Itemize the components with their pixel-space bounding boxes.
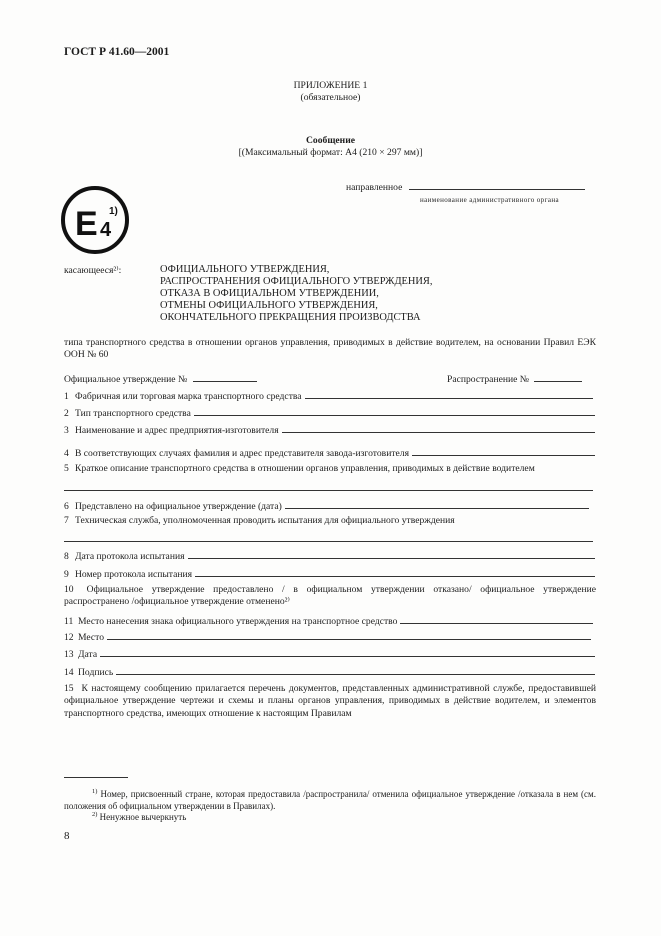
field-line	[285, 499, 589, 509]
form-field-13	[64, 647, 595, 661]
form-field-11	[64, 614, 593, 628]
field-line	[305, 389, 593, 399]
approval-number-row	[64, 372, 257, 386]
page-number: 8	[64, 830, 70, 842]
field-label: В соответствующих случаях фамилия и адрес представителя завода-изготовителя	[75, 448, 409, 459]
field-label: Тип транспортного средства	[75, 408, 191, 419]
document-code: ГОСТ Р 41.60—2001	[64, 46, 170, 58]
field-number: 15	[64, 683, 74, 694]
emblem-number: 4	[100, 219, 112, 241]
concerning-label: касающееся²⁾:	[64, 265, 122, 276]
field-number: 13	[64, 649, 74, 660]
concerning-item: ОФИЦИАЛЬНОГО УТВЕРЖДЕНИЯ,	[160, 264, 330, 275]
field-line	[412, 446, 595, 456]
field-label: Краткое описание транспортного средства в отношении органов управления, приводимых в действие водителем	[75, 463, 535, 474]
field-line	[195, 567, 595, 577]
form-field-8	[64, 549, 595, 563]
field-number: 6	[64, 501, 69, 512]
field-label: Дата протокола испытания	[75, 551, 185, 562]
field-line	[194, 406, 595, 416]
form-field-15	[64, 683, 596, 720]
form-field-1	[64, 389, 593, 403]
appendix-title: ПРИЛОЖЕНИЕ 1	[293, 80, 368, 91]
form-field-12	[64, 630, 591, 644]
field-number: 7	[64, 515, 69, 526]
concerning-item: ОКОНЧАТЕЛЬНОГО ПРЕКРАЩЕНИЯ ПРОИЗВОДСТВА	[160, 312, 421, 324]
footnote-mark: 1)	[92, 788, 98, 795]
field-label: Подпись	[78, 667, 114, 678]
sent-to-line	[409, 180, 585, 190]
extension-number-label: Распространение №	[447, 374, 529, 385]
approval-number-label: Официальное утверждение №	[64, 374, 188, 385]
footnote-mark: 2)	[92, 811, 98, 818]
field-5-continuation-line	[64, 490, 593, 491]
form-field-4	[64, 446, 595, 460]
form-field-3	[64, 423, 595, 437]
concerning-item: РАСПРОСТРАНЕНИЯ ОФИЦИАЛЬНОГО УТВЕРЖДЕНИЯ,	[160, 276, 433, 288]
field-number: 12	[64, 632, 74, 643]
field-number: 3	[64, 425, 69, 436]
field-label: Номер протокола испытания	[75, 569, 193, 580]
field-label: Место нанесения знака официального утверждения на транспортное средство	[78, 616, 398, 627]
extension-number-line	[534, 372, 582, 382]
field-label: Наименование и адрес предприятия-изготовителя	[75, 425, 279, 436]
footnote-text: Номер, присвоенный стране, которая предоставила /распространила/ отменила официальное утверждение /отказала в нем (см. положения об официальном утверждении в Правилах).	[64, 789, 596, 811]
sent-to-row	[346, 180, 585, 194]
form-field-2	[64, 406, 595, 420]
form-field-9	[64, 567, 595, 581]
concerning-list	[160, 264, 432, 324]
form-field-6	[64, 499, 589, 513]
sent-to-label: направленное	[346, 182, 403, 193]
field-label: Техническая служба, уполномоченная проводить испытания для официального утверждения	[75, 515, 455, 526]
message-title: Сообщение	[306, 135, 355, 146]
footnote-separator	[64, 777, 128, 778]
field-number: 4	[64, 448, 69, 459]
field-number: 2	[64, 408, 69, 419]
approval-mark-icon	[57, 180, 137, 260]
field-number: 10	[64, 584, 74, 595]
emblem-footnote-mark: 1)	[109, 206, 118, 217]
footnote-text: Ненужное вычеркнуть	[99, 812, 187, 822]
field-number: 1	[64, 391, 69, 402]
field-label: Представлено на официальное утверждение (дата)	[75, 501, 282, 512]
field-line	[107, 630, 591, 640]
appendix-subtitle: (обязательное)	[300, 92, 361, 103]
field-label: К настоящему сообщению прилагается перечень документов, представленных административной службе, предоставившей официальное утверждение чертежи и схемы и планы органов управления, приводимых в действие водителем, и элементов транспортного средства, имеющих отношение к настоящим Правилам	[64, 683, 596, 719]
field-line	[400, 614, 593, 624]
field-number: 14	[64, 667, 74, 678]
field-line	[188, 549, 596, 559]
extension-number-row	[447, 372, 582, 386]
form-field-5	[64, 463, 601, 475]
message-format: [(Максимальный формат: А4 (210 × 297 мм)]	[238, 147, 423, 158]
field-7-continuation-line	[64, 541, 593, 542]
concerning-item: ОТМЕНЫ ОФИЦИАЛЬНОГО УТВЕРЖДЕНИЯ,	[160, 300, 378, 312]
form-field-10	[64, 584, 596, 608]
field-label: Официальное утверждение предоставлено / в официальном утверждении отказано/ официальное утверждение распространено /официальное утверждение отменено²⁾	[64, 584, 596, 607]
field-line	[100, 647, 595, 657]
field-line	[116, 665, 595, 675]
field-number: 5	[64, 463, 69, 474]
sent-to-caption: наименование административного органа	[420, 196, 559, 204]
concerning-item: ОТКАЗА В ОФИЦИАЛЬНОМ УТВЕРЖДЕНИИ,	[160, 288, 379, 300]
approval-number-line	[193, 372, 257, 382]
field-label: Дата	[78, 649, 98, 660]
field-number: 9	[64, 569, 69, 580]
footnote-2	[92, 809, 186, 824]
field-number: 8	[64, 551, 69, 562]
field-number: 11	[64, 616, 74, 627]
intro-text: типа транспортного средства в отношении органов управления, приводимых в действие водителем, на основании Правил ЕЭК ООН № 60	[64, 337, 596, 360]
emblem-letter: E	[75, 205, 98, 243]
field-label: Место	[78, 632, 105, 643]
form-field-14	[64, 665, 595, 679]
field-label: Фабричная или торговая марка транспортного средства	[75, 391, 302, 402]
field-line	[282, 423, 595, 433]
form-field-7	[64, 515, 595, 527]
